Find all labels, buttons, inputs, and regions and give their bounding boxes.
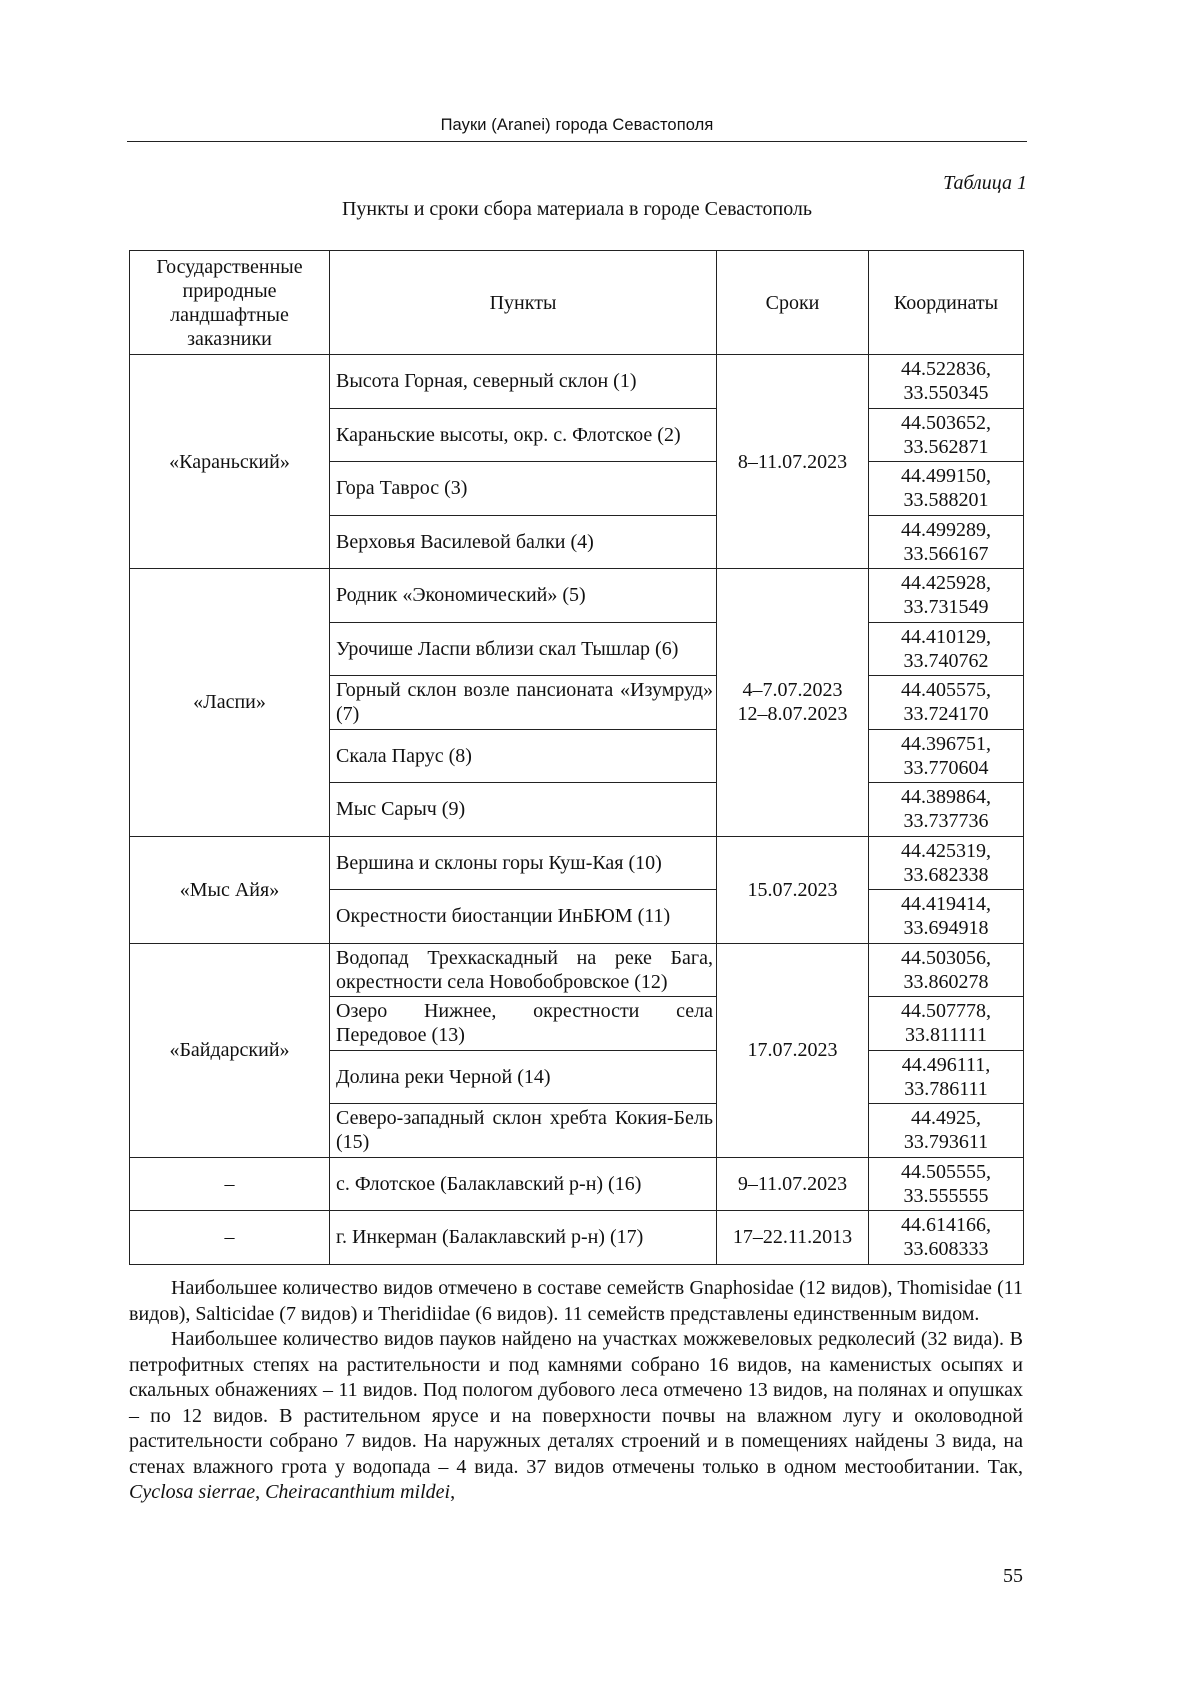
header-rule: [127, 141, 1027, 142]
point-cell: Озеро Нижнее, окрестности села Передовое (13): [330, 997, 717, 1051]
point-cell: Скала Парус (8): [330, 729, 717, 783]
table-row: [130, 943, 1024, 997]
longitude: 33.737736: [903, 810, 989, 833]
point-cell: Мыс Сарыч (9): [330, 783, 717, 837]
latitude: 44.496111,: [901, 1053, 991, 1076]
table-row: [130, 1157, 1024, 1211]
dates-cell: [717, 1211, 869, 1265]
longitude: 33.682338: [903, 863, 989, 886]
point-cell: Северо-западный склон хребта Кокия-Бель (15): [330, 1104, 717, 1158]
body-text: [129, 1276, 1023, 1506]
point-cell: с. Флотское (Балаклавский р-н) (16): [330, 1157, 717, 1211]
coordinates-cell: [869, 1050, 1024, 1104]
point-cell: Вершина и склоны горы Куш-Кая (10): [330, 836, 717, 890]
dates-cell: [717, 943, 869, 1157]
dates-cell: [717, 836, 869, 943]
latitude: 44.505555,: [901, 1160, 991, 1183]
dates-cell: [717, 1157, 869, 1211]
date-range: 17.07.2023: [747, 1039, 838, 1061]
running-title: Пауки (Aranei) города Севастополя: [440, 116, 714, 134]
coordinates-cell: [869, 515, 1024, 569]
coordinates-cell: [869, 783, 1024, 837]
column-header-dates: Сроки: [717, 251, 869, 355]
coordinates-cell: [869, 569, 1024, 623]
longitude: 33.555555: [903, 1184, 989, 1207]
date-range: 12–8.07.2023: [737, 703, 848, 726]
species-name: Cheiracanthium mildei: [265, 1481, 451, 1503]
reserve-cell: –: [130, 1211, 330, 1265]
reserve-cell: «Мыс Айя»: [130, 836, 330, 943]
table-title: Пункты и сроки сбора материала в городе Севастополь: [341, 198, 813, 220]
point-cell: Долина реки Черной (14): [330, 1050, 717, 1104]
table-row: [130, 836, 1024, 890]
coordinates-cell: [869, 943, 1024, 997]
reserve-cell: «Караньский»: [130, 355, 330, 569]
date-range: 8–11.07.2023: [737, 450, 848, 473]
coordinates-cell: [869, 462, 1024, 516]
coordinates-cell: [869, 622, 1024, 676]
dates-cell: [717, 569, 869, 837]
paragraph-text: Наибольшее количество видов пауков найдено на участках можжевеловых редколесий (32 вида). В петрофитных степях на растительности и под камнями собрано 16 видов, на каменистых осыпях и скальных обнажениях – 11 видов. Под пологом дубового леса отмечено 13 видов, на полянах и опушках – по 12 видов. В растительном ярусе и на поверхности почвы на влажном лугу и околоводной растительности собрано 7 видов. На наружных деталях строений и в помещениях найдены 3 вида, на стенах влажного грота у водопада – 4 вида. 37 видов отмечены только в одном местообитании. Так,: [129, 1328, 1023, 1478]
coordinates-cell: [869, 355, 1024, 409]
point-cell: г. Инкерман (Балаклавский р-н) (17): [330, 1211, 717, 1265]
table-header-row: [130, 251, 1024, 355]
reserve-cell: –: [130, 1157, 330, 1211]
reserve-cell: «Байдарский»: [130, 943, 330, 1157]
collection-sites-table: [129, 250, 1024, 1265]
species-name: Cyclosa sierrae: [129, 1481, 256, 1503]
latitude: 44.503652,: [901, 411, 991, 434]
point-cell: Горный склон возле пансионата «Изумруд» (7): [330, 676, 717, 730]
latitude: 44.419414,: [901, 893, 991, 916]
column-header-points: Пункты: [330, 251, 717, 355]
point-cell: Гора Таврос (3): [330, 462, 717, 516]
longitude: 33.786111: [904, 1077, 988, 1100]
coordinates-cell: [869, 408, 1024, 462]
table-row: [130, 355, 1024, 409]
point-cell: Водопад Трехкаскадный на реке Бага, окрестности села Новобобровское (12): [330, 943, 717, 997]
reserve-cell: «Ласпи»: [130, 569, 330, 837]
longitude: 33.724170: [903, 703, 989, 726]
table-row: [130, 1211, 1024, 1265]
latitude: 44.410129,: [901, 625, 991, 648]
longitude: 33.562871: [903, 435, 989, 458]
point-cell: Караньские высоты, окр. с. Флотское (2): [330, 408, 717, 462]
dates-cell: [717, 355, 869, 569]
table-row: [130, 569, 1024, 623]
coordinates-cell: [869, 997, 1024, 1051]
coordinates-cell: [869, 676, 1024, 730]
table-label: Таблица 1: [943, 172, 1027, 194]
coordinates-cell: [869, 1157, 1024, 1211]
longitude: 33.793611: [903, 1131, 989, 1154]
punctuation: ,: [450, 1481, 456, 1503]
date-range: 4–7.07.2023: [742, 679, 843, 702]
latitude: 44.499289,: [901, 518, 991, 541]
latitude: 44.614166,: [901, 1214, 991, 1237]
longitude: 33.588201: [903, 489, 989, 512]
longitude: 33.608333: [903, 1238, 989, 1261]
longitude: 33.811111: [904, 1024, 988, 1047]
latitude: 44.425319,: [901, 839, 991, 862]
point-cell: Окрестности биостанции ИнБЮМ (11): [330, 890, 717, 944]
point-cell: Родник «Экономический» (5): [330, 569, 717, 623]
longitude: 33.740762: [903, 649, 989, 672]
latitude: 44.522836,: [901, 358, 991, 381]
paragraph: Наибольшее количество видов отмечено в составе семейств Gnaphosidae (12 видов), Thomisidae (11 видов), Salticidae (7 видов) и Theridiidae (6 видов). 11 семейств представлены единственным видом.: [129, 1277, 1023, 1325]
latitude: 44.389864,: [901, 786, 991, 809]
coordinates-cell: [869, 890, 1024, 944]
date-range: 15.07.2023: [747, 878, 838, 901]
latitude: 44.503056,: [901, 946, 991, 969]
latitude: 44.499150,: [901, 465, 991, 488]
latitude: 44.507778,: [901, 1000, 991, 1023]
separator: ,: [255, 1481, 266, 1503]
point-cell: Урочише Ласпи вблизи скал Тышлар (6): [330, 622, 717, 676]
point-cell: Высота Горная, северный склон (1): [330, 355, 717, 409]
date-range: 17–22.11.2013: [732, 1226, 853, 1249]
latitude: 44.405575,: [901, 679, 991, 702]
coordinates-cell: [869, 1211, 1024, 1265]
longitude: 33.550345: [903, 382, 989, 405]
point-cell: Верховья Василевой балки (4): [330, 515, 717, 569]
table-body: [130, 355, 1024, 1265]
longitude: 33.860278: [903, 970, 989, 993]
longitude: 33.770604: [903, 756, 989, 779]
latitude: 44.396751,: [901, 732, 991, 755]
longitude: 33.731549: [903, 596, 989, 619]
coordinates-cell: [869, 1104, 1024, 1158]
latitude: 44.425928,: [901, 572, 991, 595]
date-range: 9–11.07.2023: [737, 1172, 848, 1195]
coordinates-cell: [869, 836, 1024, 890]
longitude: 33.566167: [903, 542, 989, 565]
coordinates-cell: [869, 729, 1024, 783]
paragraph: [129, 1327, 1023, 1506]
column-header-reserves: Государственные природные ландшафтные заказники: [130, 251, 330, 355]
longitude: 33.694918: [903, 917, 989, 940]
column-header-coordinates: Координаты: [869, 251, 1024, 355]
page-number: 55: [1003, 1565, 1023, 1587]
latitude: 44.4925,: [911, 1107, 981, 1130]
